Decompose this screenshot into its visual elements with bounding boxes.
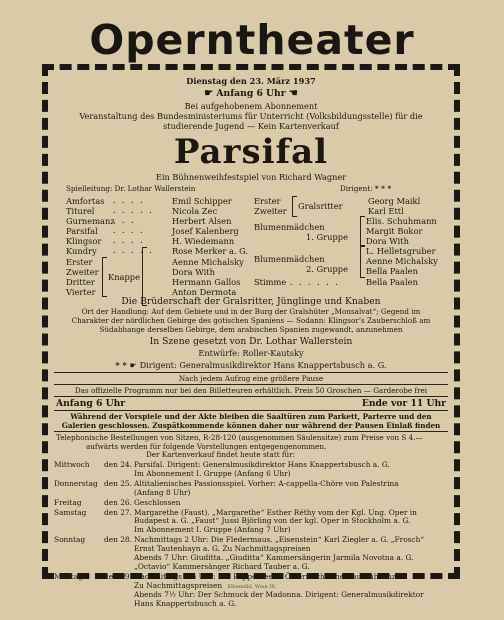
gralsritter-roles: Erster Zweiter [254,196,287,217]
schedule-row: Samstag den 27. Margarethe (Faust). „Margarethe“ Esther Réthy vom der Kgl. Ung. Oper in Budapest a. G. „Faust“ Jussi Björling von der kgl. Oper in Stockholm a. G. Im Abonnement I. Gruppe (Anfang 7 Uhr) [54,507,417,535]
pointing-hand-left-icon: ☚ [288,88,298,99]
organizer-line-2: studierende Jugend — Kein Kartenverkauf [163,121,339,131]
knappe-brace [102,257,107,297]
gruppe-2-label: 2. Gruppe [306,264,349,274]
work-title: Parsifal [173,132,329,172]
stimme-name: Bella Paalen [366,277,418,287]
gralsritter-brace [292,196,297,217]
gruppe-2-names: L. Helletsgruber Aenne Michalsky Bella Paalen [366,246,438,277]
chorus-line: Die Brüderschaft der Gralsritter, Jünglinge und Knaben [121,296,381,307]
divider [54,431,448,432]
schedule-row: Freitag den 26. Geschlossen [54,497,181,507]
setting-text: Ort der Handlung: Auf dem Gebiete und in der Burg der Gralshüter „Monsalvat“; Gegend im Charakter der nördlichen Gebirge des gotischen Spaniens — Sodann: Klingsor’s Zauberschloß am Südabhange derselben Gebirge, dem arabischen Spanien zugewandt, anzunehmen [71,307,431,334]
start-time: Anfang 6 Uhr [56,398,126,409]
cast-dot-leaders: . . . . . . . . . . . . . . . . . . . . . . . . . [112,196,153,256]
end-time: Ende vor 11 Uhr [361,398,446,409]
page-title: Operntheater [89,16,415,64]
cast-roles-left: Amfortas Titurel Gurnemanz Parsifal Klingsor Kundry Erster Zweiter Dritter Vierter [66,196,115,297]
organizer-line-1: Veranstaltung des Bundesministeriums für Unterricht (Volksbildungsstelle) für die [79,111,423,121]
cast-names-left: Emil Schipper Nicola Zec Herbert Alsen Josef Kalenberg H. Wiedemann Rose Merker a. G. Aenne Michalsky Dora With Hermann Gallos Anton Dermota [172,196,249,297]
gruppe-1-brace [360,216,365,246]
divider [54,372,448,373]
schedule-row: Donnerstag den 25. Altitalienisches Passionsspiel. Vorher: A-cappella-Chöre von Palestrina (Anfang 8 Uhr) [54,478,399,497]
gralsritter-label: Gralsritter [298,201,343,211]
knappe-label: Knappe [108,272,141,282]
closed-doors-note: Während der Vorspiele und der Akte bleiben die Saaltüren zum Parkett, Parterre und den Galerien geschlossen. Zuspätkommende können daher nur während der Pausen Einlaß finden [61,412,441,430]
work-subtitle: Ein Bühnenweihfestspiel von Richard Wagner [155,172,347,182]
stage-director: Spielleitung: Dr. Lothar Wallerstein [66,184,196,193]
gruppe-2-brace [360,246,365,278]
start-time-heading: ☛ Anfang 6 Uhr ☚ [204,88,298,99]
schedule-row: Mittwoch den 24. Parsifal. Dirigent: Generalmusikdirektor Hans Knappertsbusch a. G. Im Abonnement I. Gruppe (Anfang 6 Uhr) [54,460,390,478]
phone-orders-note: Telephonische Bestellungen von Sitzen, R-28-120 (ausgenommen Säulensitze) zum Preise von S 4.— aufwärts werden für folgende Vorstellungen entgegengenommen. Der Kartenverkauf findet heute statt für: [56,433,423,460]
blumen-label-1: Blumenmädchen [254,222,325,232]
conductor-label: Dirigent: * * * [340,184,392,193]
divider [54,396,448,397]
gruppe-1-label: 1. Gruppe [306,232,349,242]
staging-credit: In Szene gesetzt von Dr. Lothar Wallerstein [149,336,353,347]
pause-note: Nach jedem Aufzug eine größere Pause [178,374,324,383]
subscription-note: Bei aufgehobenem Abonnement [184,101,318,111]
blumen-label-2: Blumenmädchen [254,254,325,264]
stimme-label: Stimme . . . . . . [254,277,339,287]
schedule-row: Sonntag den 28. Nachmittags 2 Uhr: Die Fledermaus. „Eisenstein“ Karl Ziegler a. G. „Frosch“ Ernst Tautenhayn a. G. Zu Nachmittagspreisen Abends 7 Uhr: Giuditta. „Giuditta“ Kammersängerin Jarmila Novotna a. G. „Octavio“ Kammersänger Richard Tauber a. G. [54,535,425,571]
printer-imprint: Elbemühl, Wien IX. [227,584,277,590]
pointing-hand-right-icon: ☛ [129,360,137,370]
gruppe-1-names: Elis. Schuhmann Margit Bokor Dora With [366,216,437,247]
gralsritter-names: Georg Maikl Karl Ettl [368,196,421,217]
conductor-line: * * ☛ Dirigent: Generalmusikdirektor Hans Knappertsbusch a. G. [115,360,387,370]
event-date: Dienstag den 23. März 1937 [186,76,316,86]
program-note: Das offizielle Programm nur bei den Billetteuren erhältlich. Preis 50 Groschen — Garderobe frei [74,386,428,395]
pointing-hand-right-icon: ☛ [204,88,214,99]
schedule-row: Montag den 29. Nachmittags 2½ Uhr: Die Puppenfee — Österreichische Bauernhochzeit. Zu Nachmittagspreisen Abends 7½ Uhr: Der Schmuck der Madonna. Dirigent: Generalmusikdirektor Hans Knappertsbusch a. G. [54,571,424,608]
divider [54,384,448,385]
design-credit: Entwürfe: Roller-Kautsky [198,348,304,358]
divider [54,410,448,411]
